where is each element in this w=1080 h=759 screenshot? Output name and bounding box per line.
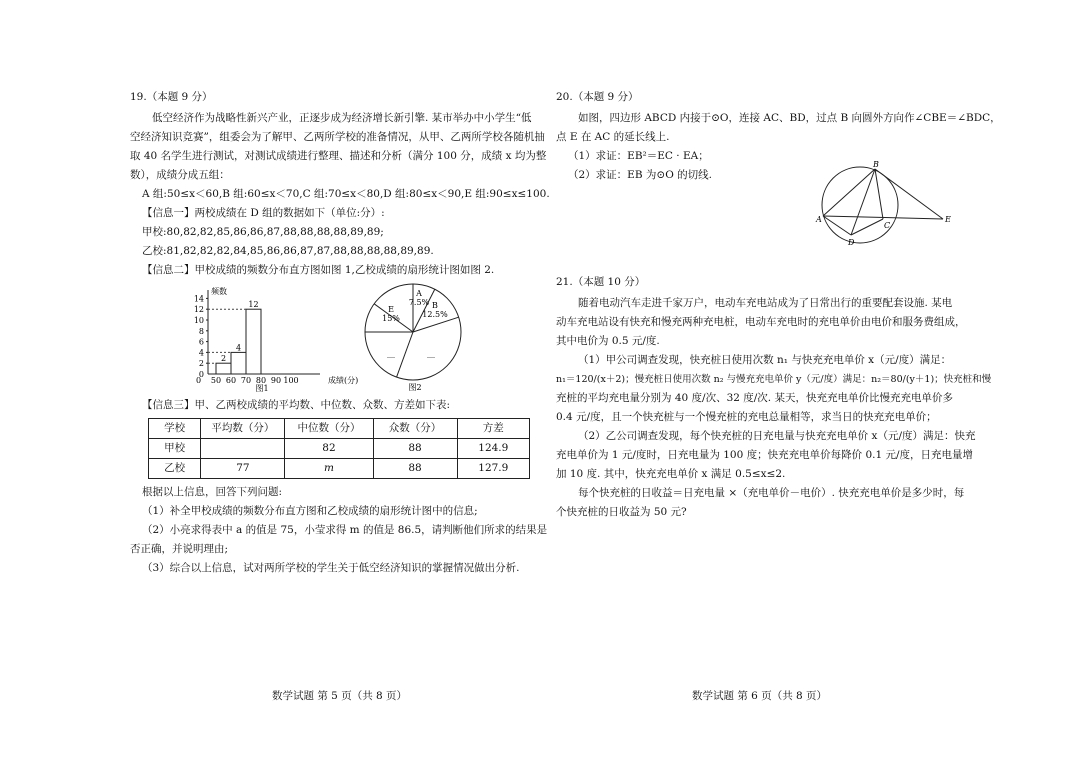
question-20-heading: 20.（本题 9 分）: [556, 91, 639, 103]
y-tick-label: 10: [193, 316, 204, 325]
segment-BC: [875, 169, 883, 219]
table-cell: 82: [285, 439, 373, 459]
x-axis-label: 成绩(分): [328, 376, 359, 385]
q19-intro-line-3: 取 40 名学生进行测试，对测试成绩进行整理、描述和分析（满分 100 分，成绩 x 均为整: [130, 150, 547, 162]
pie-chart-figure-2: [358, 276, 478, 392]
q19-sub-3: （3）综合以上信息，试对两所学校的学生关于低空经济知识的掌握情况做出分析.: [142, 562, 520, 574]
pie-slice-percent: 15%: [382, 314, 400, 323]
question-19-heading: 19.（本题 9 分）: [130, 91, 213, 103]
q20-geometry-figure: [815, 160, 955, 250]
table-header-cell: 众数（分）: [373, 419, 457, 439]
page-6-column: [556, 88, 1001, 522]
x-tick-label: 60: [225, 376, 237, 385]
pie-slice-label: E: [388, 305, 394, 314]
q19-answer-intro: 根据以上信息，回答下列问题:: [142, 486, 283, 498]
y-tick-label: 6: [198, 337, 204, 347]
table-cell: 77: [201, 459, 285, 479]
table-cell: 124.9: [457, 439, 529, 459]
table-cell: 乙校: [149, 459, 201, 479]
q19-groups: A 组:50≤x＜60,B 组:60≤x＜70,C 组:70≤x＜80,D 组:80≤x＜90,E 组:90≤x≤100.: [142, 188, 550, 200]
y-tick-label: 14: [193, 294, 204, 304]
table-header-cell: 平均数（分）: [201, 419, 285, 439]
table-cell: 127.9: [457, 459, 529, 479]
q19-sub-2-line-1: （2）小亮求得表中 a 的值是 75，小莹求得 m 的值是 86.5，请判断他们所求的结果是: [142, 524, 548, 536]
q19-stats-table: [148, 418, 530, 479]
pie-slice-label: B: [432, 301, 438, 310]
point-c-label: C: [884, 221, 891, 230]
y-tick-label: 8: [198, 326, 204, 336]
bar-value-label: 4: [235, 343, 242, 353]
pie-blank: __: [387, 349, 395, 358]
table-header-cell: 方差: [457, 419, 529, 439]
histogram-caption: 图1: [255, 384, 269, 393]
pie-slice-percent: 7.5%: [408, 298, 430, 307]
pie-blank: __: [427, 349, 435, 358]
q20-sub-2: （2）求证：EB 为⊙O 的切线.: [568, 169, 712, 181]
y-tick-label: 0: [198, 370, 204, 379]
q20-sub-1: （1）求证：EB²＝EC · EA；: [568, 150, 709, 162]
point-d-label: D: [848, 238, 855, 247]
q19-intro-line-4: 数），成绩分成五组：: [130, 169, 230, 181]
segment-BE: [875, 169, 943, 219]
q21-sub-2-line-1: （2）乙公司调查发现，每个快充桩的日充电量与快充充电单价 x（元/度）满足：快充: [578, 430, 976, 442]
q19-intro-line-1: 低空经济作为战略性新兴产业，正逐步成为经济增长新引擎. 某市举办中小学生“低: [152, 112, 532, 124]
q19-jia-d-scores: 甲校:80,82,82,85,86,86,87,88,88,88,88,89,89;: [142, 226, 384, 238]
q21-sub-2-line-5: 个快充桩的日收益为 50 元?: [556, 506, 687, 518]
q19-figures: [130, 282, 530, 392]
q21-sub-2-line-3: 加 10 度. 其中，快充充电单价 x 满足 0.5≤x≤2.: [556, 468, 786, 480]
pie-slice-label: A: [416, 289, 422, 298]
question-21-heading: 21.（本题 10 分）: [556, 276, 646, 288]
q21-sub-2-line-4: 每个快充桩的日收益＝日充电量 ×（充电单价－电价）. 快充充电单价是多少时，每: [578, 487, 965, 499]
q21-sub-1-line-4: 0.4 元/度，且一个快充桩与一个慢充桩的充电总量相等，求当日的快充充电单价；: [556, 411, 937, 423]
histogram-bar: [231, 352, 246, 374]
table-cell: 88: [373, 459, 457, 479]
pie-slice-boundary: [397, 332, 413, 377]
q20-line-1: 如图，四边形 ABCD 内接于⊙O，连接 AC、BD，过点 B 向圆外方向作∠CBE＝∠BDC，: [578, 112, 1001, 124]
page-6-footer: 数学试题 第 6 页（共 8 页）: [692, 690, 828, 702]
table-header-cell: 中位数（分）: [285, 419, 373, 439]
table-cell: [201, 439, 285, 459]
q21-intro-line-2: 动车充电站设有快充和慢充两种充电桩，电动车充电时的充电单价由电价和服务费组成，: [556, 316, 966, 328]
q19-sub-1: （1）补全甲校成绩的频数分布直方图和乙校成绩的扇形统计图中的信息;: [142, 505, 478, 517]
x-tick-label: 80: [255, 376, 267, 385]
q19-info-3: 【信息三】甲、乙两校成绩的平均数、中位数、众数、方差如下表:: [142, 399, 451, 411]
page-5-column: [130, 88, 550, 578]
table-cell: 甲校: [149, 439, 201, 459]
y-axis-label: 频数: [211, 287, 227, 296]
y-tick-label: 4: [198, 348, 204, 358]
bar-value-label: 2: [220, 354, 227, 364]
point-e-label: E: [945, 215, 951, 224]
table-row: [149, 439, 530, 459]
bar-value-label: 12: [248, 300, 259, 310]
histogram-bar: [216, 363, 231, 374]
segment-DA: [823, 216, 851, 235]
circle-o: [822, 167, 898, 243]
x-tick-label: 70: [240, 376, 252, 385]
point-a-label: A: [816, 215, 822, 224]
q19-sub-2-line-2: 否正确，并说明理由;: [130, 543, 229, 555]
y-tick-label: 2: [198, 359, 204, 369]
table-header-row: [149, 419, 530, 439]
q21-sub-1-line-3: 充桩的平均充电量分别为 40 度/次、32 度/次. 某天，快充充电单价比慢充充电单价多: [556, 392, 953, 404]
table-cell: m: [285, 459, 373, 479]
q20-line-2: 点 E 在 AC 的延长线上.: [556, 131, 670, 143]
histogram-figure-1: [170, 282, 390, 392]
table-header-cell: 学校: [149, 419, 201, 439]
pie-caption: 图2: [408, 383, 422, 392]
q21-intro-line-1: 随着电动汽车走进千家万户，电动车充电站成为了日常出行的重要配套设施. 某电: [578, 297, 953, 309]
page-5-footer: 数学试题 第 5 页（共 8 页）: [272, 690, 408, 702]
q19-yi-d-scores: 乙校:81,82,82,82,84,85,86,86,87,87,88,88,88,88,89,89.: [142, 245, 434, 257]
table-cell: 88: [373, 439, 457, 459]
y-tick-label: 12: [193, 305, 204, 315]
q19-intro-line-2: 空经济知识竞赛”，组委会为了解甲、乙两所学校的准备情况，从甲、乙两所学校各随机抽: [130, 131, 545, 143]
q21-sub-2-line-2: 充电单价为 1 元/度时，日充电量为 100 度；快充充电单价每降价 0.1 元/度，日充电量增: [556, 449, 974, 461]
x-tick-label: 90: [270, 376, 282, 385]
pie-slice-percent: 12.5%: [422, 310, 448, 319]
q19-info-1: 【信息一】两校成绩在 D 组的数据如下（单位:分）:: [142, 207, 385, 219]
q21-intro-line-3: 其中电价为 0.5 元/度.: [556, 335, 660, 347]
segment-AB: [823, 169, 875, 216]
q19-info-2: 【信息二】甲校成绩的频数分布直方图如图 1,乙校成绩的扇形统计图如图 2.: [142, 264, 495, 276]
q21-sub-1-line-2: n₁＝120/(x＋2)；慢充桩日使用次数 n₂ 与慢充充电单价 y（元/度）满足：n₂＝80/(y＋1)；快充桩和慢: [556, 374, 992, 385]
point-b-label: B: [873, 160, 879, 169]
x-tick-label: 100: [283, 376, 299, 385]
x-origin-label: 0: [196, 376, 202, 385]
x-tick-label: 50: [210, 376, 222, 385]
histogram-bar: [246, 309, 261, 374]
q21-sub-1-line-1: （1）甲公司调查发现，快充桩日使用次数 n₁ 与快充充电单价 x（元/度）满足：: [578, 354, 952, 366]
table-row: [149, 459, 530, 479]
